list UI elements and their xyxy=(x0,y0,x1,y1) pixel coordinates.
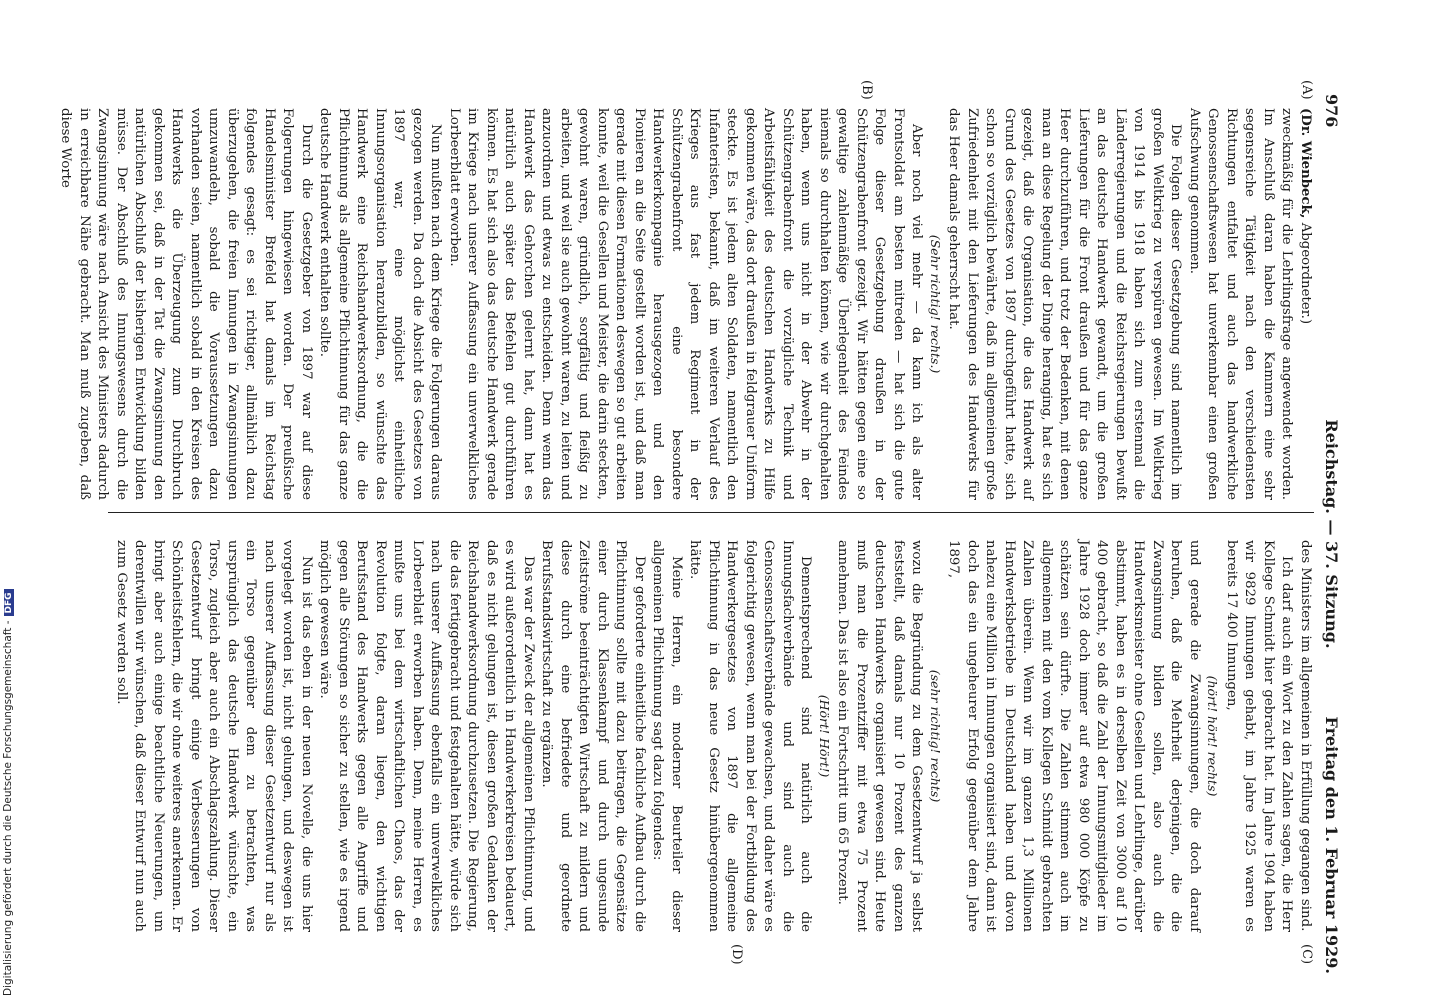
interjection: (hört! hört! rechts) xyxy=(1205,675,1221,797)
paragraph: des Ministers im allgemeinen in Erfüllung gegangen sind. xyxy=(1298,540,1313,932)
right-column xyxy=(112,540,1315,932)
paragraph: Dementsprechend sind natürlich auch die Innungsfachverbände und sind auch die Genossenschaftsverbände gewachsen, und daher wäre es folgerichtig gewesen, wenn man bei der Fortbildung des Handwerkergesetzes von 1897 die allgemeine Pflichtinnung in das neue Gesetz hinübergenommen hätte. xyxy=(687,540,814,932)
margin-letter-d: (D) xyxy=(729,944,744,965)
speaker-role: Abgeordneter.) xyxy=(1298,222,1313,325)
digitization-credit xyxy=(2,0,18,996)
page-number: 976 xyxy=(1322,94,1341,128)
paragraph: Ich darf auch ein Wort zu den Zahlen sagen, die Herr Kollege Schmidt hier gebracht hat. Im Jahre 1904 haben wir 9829 Innungen gehabt, im Jahre 1925 waren es bereits 17 400 Innungen, xyxy=(1224,540,1295,932)
interjection: (sehr richtig! rechts) xyxy=(928,669,943,803)
left-column xyxy=(56,108,1314,500)
paragraph: und gerade die Zwangsinnungen, die doch darauf beruhen, daß die Mehrheit derjenigen, die die Zwangsinnung bilden sollen, also auch die Handwerksmeister ohne Gesellen und Lehrlinge, darüber abstimmt, haben es in derselben Zeit von 3000 auf 10 400 gebracht, so daß die Zahl der Innungsmitglieder im Jahre 1928 doch immer auf etwa 980 000 Köpfe zu schätzen sein dürfte. Die Zahlen stimmen auch im allgemeinen mit den vom Kollegen Schmidt gebrachten Zahlen überein. Wenn wir im ganzen 1,3 Millionen Handwerksbetriebe in Deutschland haben und davon nahezu eine Million in Innungen organisiert sind, dann ist doch das ein ungeheurer Erfolg gegenüber dem Jahre 1897, xyxy=(946,540,1202,932)
paragraph: wozu die Begründung zu dem Gesetzentwurf ja selbst feststellt, daß damals nur 10 Prozent des ganzen deutschen Handwerks organisiert gewesen sind. Heute muß man die Prozentziffer mit etwa 75 Prozent annehmen. Das ist also ein Fortschritt um 65 Prozent. xyxy=(835,540,925,932)
paragraph: Das war der Zweck der allgemeinen Pflichtinnung, und es wird außerordentlich in Handwerkerkreisen bedauert, daß es nicht gelungen ist, diesen großen Gedanken der Reichshandwerksordnung durchzusetzen. Die Regierung, die das fertiggebracht und festgehalten hätte, würde sich nach unserer Auffassung ebenfalls ein unverwelkliches Lorbeerblatt erworben haben. Denn, meine Herren, es mußte uns bei dem wirtschaftlichen Chaos, das der Revolution folgte, daran liegen, den wichtigen Berufsstand des Handwerks gegen alle Angriffe und gegen alle Störungen so sicher zu stellen, wie es irgend möglich gewesen wäre. xyxy=(317,540,536,932)
paragraph: Die Folgen dieser Gesetzgebung sind namentlich im großen Weltkrieg zu verspüren gewesen. Im Weltkrieg von 1914 bis 1918 haben sich zum erstenmal die Länderregierungen und die Reichsregierungen bewußt an das deutsche Handwerk gewandt, um die großen Lieferungen für die Front draußen und für das ganze Heer durchzuführen, und trotz der Bedenken, mit denen man an diese Regelung der Dinge heranging, hat es sich gezeigt, daß die Organisation, die das Handwerk auf Grund des Gesetzes von 1897 durchgeführt hatte, sich schon so vorzüglich bewährte, daß im allgemeinen große Zufriedenheit mit den Lieferungen des Handwerks für das Heer damals geherrscht hat. xyxy=(946,108,1184,500)
session-date: Freitag den 1. Februar 1929. xyxy=(1322,716,1341,974)
column-divider xyxy=(108,512,1314,513)
running-title: Reichstag. — 37. Sitzung. xyxy=(1322,419,1341,649)
margin-letter-a: (A) xyxy=(1299,80,1314,100)
paragraph: Nun mußten nach dem Kriege die Folgerungen daraus gezogen werden. Da doch die Absicht des Gesetzes von 1897 war, eine möglichst einheitliche Innungsorganisation heranzubilden, so wünschte das Handwerk eine Reichshandwerksordnung, die die Pflichtinnung als allgemeine Pflichtinnung für das ganze deutsche Handwerk enthalten sollte. xyxy=(317,108,444,500)
paragraph: Nun ist das eben in der neuen Novelle, die uns hier vorgelegt worden ist, nicht gelungen, und deswegen ist nach unserer Auffassung dieser Gesetzentwurf nur als ein Torso gegenüber dem zu betrachten, was ursprünglich das deutsche Handwerk wünschte, ein Torso, zugleich aber auch ein Abschlagszahlung. Dieser Gesetzentwurf bringt einige Verbesserungen von Schönheitsfehlern, die wir ohne weiteres anerkennen. Er bringt aber auch einige beachtliche Neuerungen, um derentwillen wir wünschen, daß dieser Entwurf nun auch zum Gesetz werden soll. xyxy=(114,540,314,932)
dfg-logo: DFG xyxy=(4,589,14,616)
margin-letter-c: (C) xyxy=(1299,944,1314,965)
interjection: (Sehr richtig! rechts.) xyxy=(928,234,943,374)
paragraph: Aber noch viel mehr — da kann ich als alter Frontsoldat am besten mitreden — hat sich die gute Folge dieser Gesetzgebung draußen in der Schützengrabenfront gezeigt. Wir hätten gegen eine so gewaltige zahlenmäßige Überlegenheit des Feindes niemals so durchhalten können, wie wir durchgehalten haben, wenn uns nicht in der Abwehr in der Schützengrabenfront die vorzügliche Technik und Arbeitsfähigkeit des deutschen Handwerks zu Hilfe gekommen wäre, das dort draußen in feldgrauer Uniform steckte. Es ist jedem alten Soldaten, namentlich den Infanteristen, bekannt, daß im weiteren Verlauf des Krieges aus fast jedem Regiment in der Schützengrabenfront eine besondere Handwerkerkompagnie herausgezogen und den Pionieren an die Seite gestellt worden ist, und daß man gerade mit diesen Formationen deswegen so gut arbeiten konnte, weil die Gesellen und Meister, die darin steckten, gewohnt waren, gründlich, sorgfältig und fleißig zu arbeiten, und weil sie auch gewohnt waren, zu leiten und anzuordnen und etwas zu entscheiden. Denn wenn das Handwerk das Gehorchen gelernt hat, dann hat es natürlich auch später das Befehlen gut durchführen können. Es hat sich also das deutsche Handwerk gerade im Kriege nach unserer Auffassung ein unverwelkliches Lorbeerblatt erworben. xyxy=(447,108,925,500)
margin-letter-b: (B) xyxy=(859,80,874,100)
paragraph: zweckmäßig für die Lehrlingsfrage angewendet worden. Im Anschluß daran haben die Kammern eine sehr segensreiche Tätigkeit nach den verschiedensten Richtungen entfaltet und auch das handwerkliche Genossenschaftswesen hat unverkennbar einen großen Aufschwung genommen. xyxy=(1187,108,1295,500)
rotated-page xyxy=(58,80,1344,974)
page-header xyxy=(1314,94,1344,974)
interjection: (Hört! Hört!) xyxy=(817,694,832,778)
paragraph: Durch die Gesetzgeber von 1897 war auf diese Folgerungen hingewiesen worden. Der preußische Handelsminister Brefeld hat damals im Reichstag folgendes gesagt: es sei richtiger, allmählich dazu überzugehen, die freien Innungen in Zwangsinnungen umzuwandeln, sobald die Voraussetzungen dazu vorhanden seien, namentlich sobald in den Kreisen des Handwerks die Überzeugung zum Durchbruch gekommen sei, daß in der Tat die Zwangsinnung den natürlichen Abschluß der bisherigen Entwicklung bilden müsse. Der Abschluß des Innungswesens durch die Zwangsinnung wäre nach Ansicht des Ministers dadurch in erreichbare Nähe gebracht. Man muß zugeben, daß diese Worte xyxy=(58,108,314,500)
paragraph: Meine Herren, ein moderner Beurteiler dieser allgemeinen Pflichtinnung sagt dazu folgendes: xyxy=(650,540,684,932)
speaker-name: (Dr. Wienbeck, xyxy=(1298,108,1313,219)
speaker-line xyxy=(1296,108,1315,500)
quoted-paragraph: Der geforderte einheitliche fachliche Aufbau durch die Pflichtinnung sollte mit dazu beitragen, die Gegensätze einer durch Klassenkampf und durch ungesunde Zeitströme beeinträchtigten Wirtschaft zu mildern und diese durch eine befriedete und geordnete Berufsstandswirtschaft zu ergänzen. xyxy=(539,540,647,932)
credit-text: Digitalisierung gefördert durch die Deutsche Forschungsgemeinschaft - xyxy=(2,620,14,996)
